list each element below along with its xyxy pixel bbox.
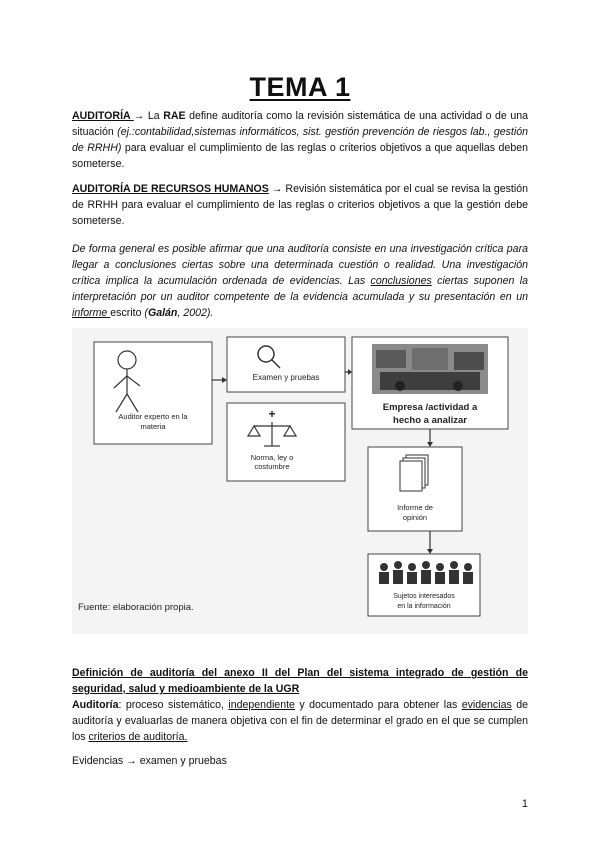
quote-year: , 2002). (177, 307, 214, 319)
examen-box (227, 337, 345, 392)
empresa-label-2: hecho a analizar (393, 415, 467, 426)
norma-label-1: Norma, ley o (250, 453, 294, 462)
definition-term: Auditoría (72, 699, 119, 711)
figure-source: Fuente: elaboración propia. (78, 602, 194, 613)
auditoria-term: AUDITORÍA (72, 110, 134, 122)
page-title: TEMA 1 (249, 72, 351, 102)
definition-text-1: : proceso sistemático, (118, 699, 229, 711)
quote-paragraph (72, 241, 528, 321)
quote-escrito: escrito (110, 307, 142, 319)
auditor-label-1: Auditor experto en la (118, 412, 188, 421)
auditoria-rrhh-text: → Revisión sistemática por el cual se revisa la gestión de RRHH para evaluar el cumplimiento de las reglas o criterios objetivos a que la gestión debe someterse. (72, 183, 528, 227)
rae-label: RAE (163, 110, 186, 122)
examen-label: Examen y pruebas (252, 373, 320, 382)
sujetos-label-2: en la información (397, 603, 451, 610)
definition-text-3: de auditoría y evaluarlas de manera objetiva con el fin de determinar el grado en el que se cumplen los (72, 699, 528, 743)
empresa-label-1: Empresa /actividad a (382, 402, 478, 413)
auditor-label-2: materia (140, 422, 166, 431)
quote-conclusiones: conclusiones (370, 275, 432, 287)
sujetos-label-1: Sujetos interesados (393, 593, 455, 600)
quote-informe: informe (72, 307, 111, 319)
audit-diagram (72, 328, 528, 634)
norma-label-2: costumbre (254, 462, 290, 471)
auditoria-text-2: para evaluar el cumplimiento de las reglas o criterios objetivos a que aquellas deben someterse. (72, 142, 529, 170)
auditoria-paragraph (72, 108, 528, 172)
definition-independiente: independiente (228, 699, 295, 711)
definition-paragraph (72, 697, 528, 745)
quote-text-2: ciertas suponen la interpretación por un auditor competente de la evidencia acumulada y su presentación en un (72, 275, 528, 303)
page-number: 1 (521, 798, 528, 810)
definition-heading-text: Definición de auditoría del anexo II del Plan del sistema integrado de gestión de seguridad, salud y medioambiente de la UGR (72, 667, 528, 695)
factory-photo (372, 344, 488, 394)
definition-heading (72, 665, 528, 697)
quote-open-paren: ( (141, 307, 148, 319)
auditoria-arrow: → La (133, 110, 164, 122)
definition-evidencias: evidencias (461, 699, 512, 711)
plus-sign: + (268, 407, 276, 421)
definition-text-2: y documentado para obtener las (294, 699, 462, 711)
quote-author: Galán (147, 307, 178, 319)
informe-label-1: Informe de (397, 503, 433, 512)
evidencias-line: Evidencias → examen y pruebas (72, 755, 227, 767)
definition-criterios: criterios de auditoría. (88, 731, 188, 743)
informe-label-2: opinión (402, 513, 428, 522)
quote-text-1: De forma general es posible afirmar que una auditoría consiste en una investigación crítica para llegar a conclusiones ciertas sobre una determinada cuestión o realidad. Una investigación crítica implica la acumulación ordenada de evidencias. Las (72, 243, 528, 287)
document-icon (400, 455, 428, 491)
auditoria-examples: (ej.:contabilidad,sistemas informáticos, sist. gestión prevención de riesgos lab., gestión de RRHH) (72, 126, 528, 154)
auditoria-rrhh-paragraph (72, 181, 528, 229)
audit-diagram-svg (72, 328, 528, 634)
auditoria-text-1: define auditoría como la revisión sistemática de una actividad o de una situación (72, 110, 529, 138)
auditoria-rrhh-term: AUDITORÍA DE RECURSOS HUMANOS (72, 183, 269, 195)
